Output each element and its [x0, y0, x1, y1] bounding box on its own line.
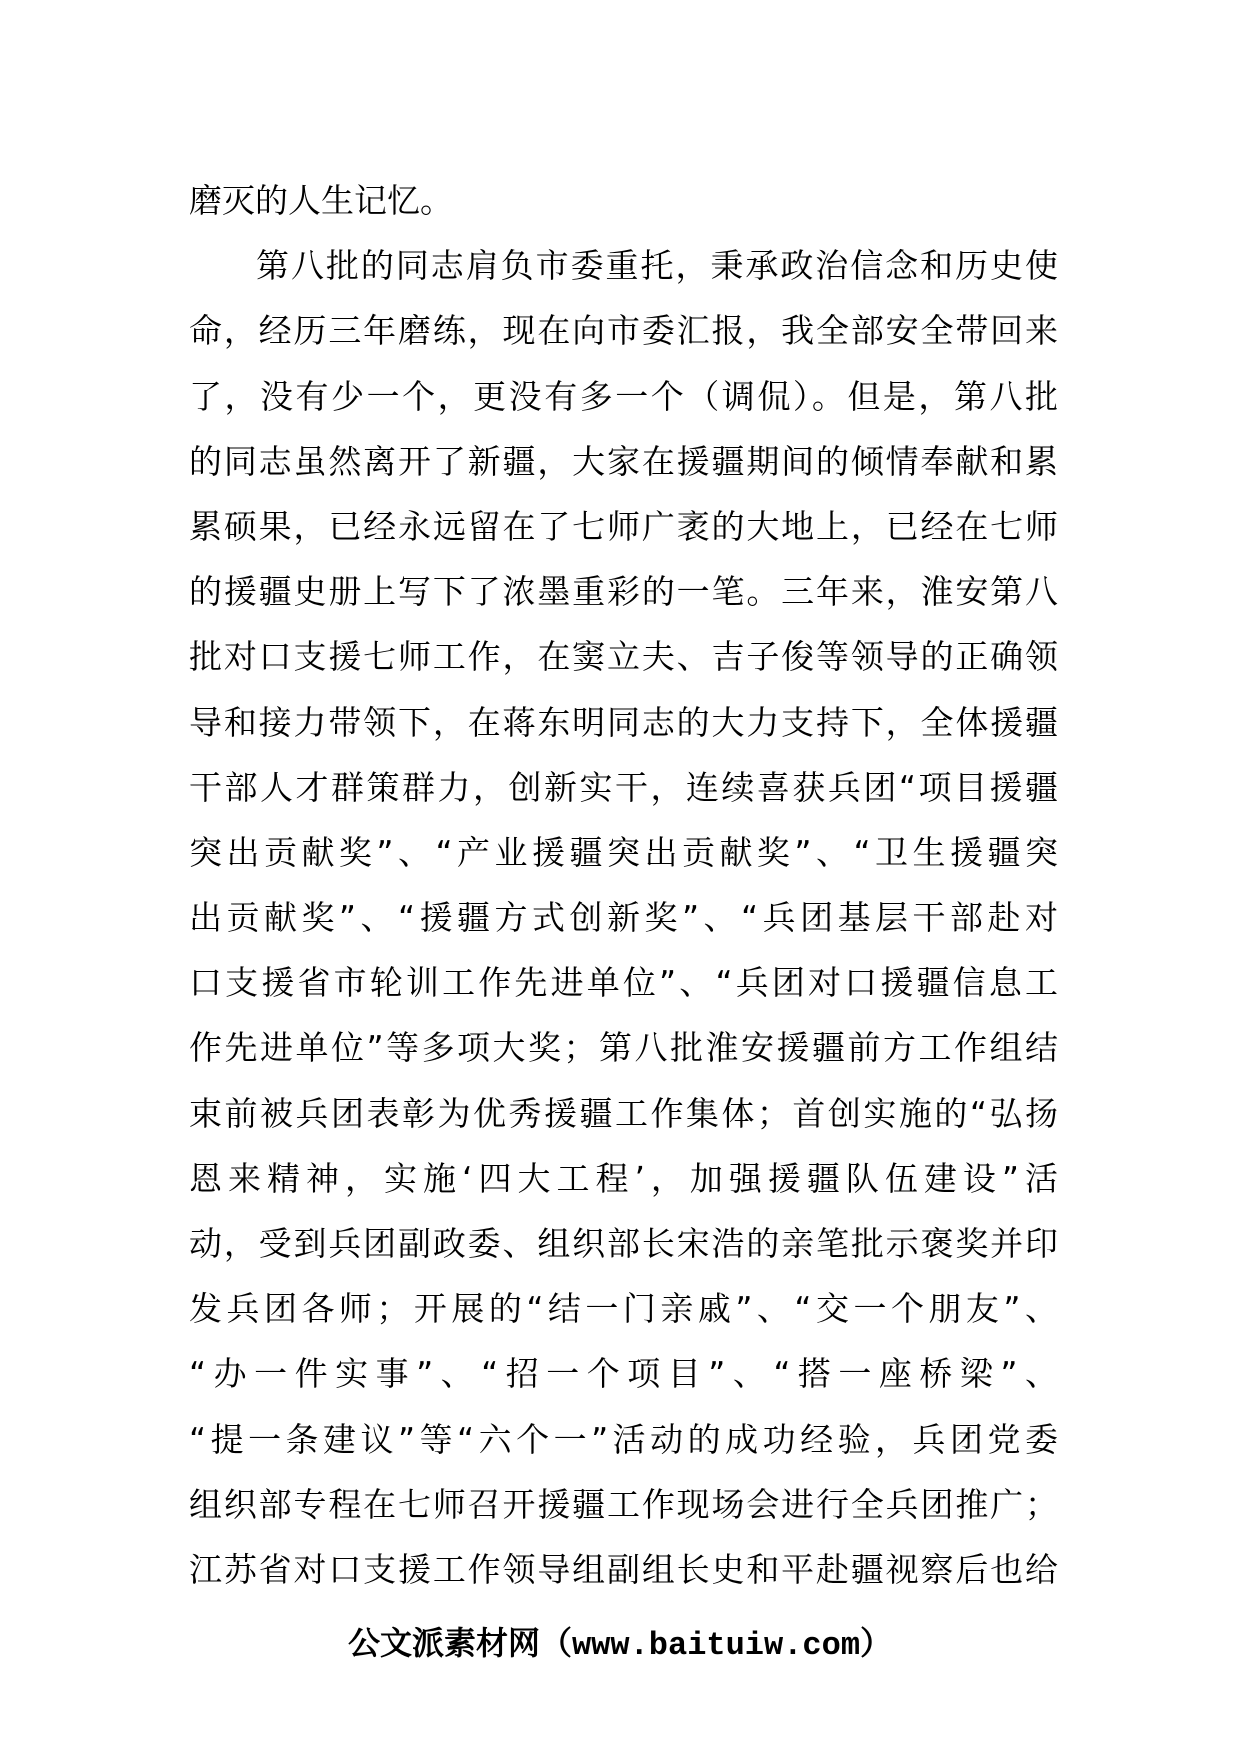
body-line: 了，没有少一个，更没有多一个（调侃）。但是，第八批 — [189, 376, 1058, 416]
body-line: 的援疆史册上写下了浓墨重彩的一笔。三年来，淮安第八 — [189, 572, 1058, 612]
body-line: 的同志虽然离开了新疆，大家在援疆期间的倾情奉献和累 — [189, 441, 1058, 481]
body-line: 突出贡献奖”、“产业援疆突出贡献奖”、“卫生援疆突 — [189, 832, 1058, 872]
body-line: 出贡献奖”、“援疆方式创新奖”、“兵团基层干部赴对 — [189, 898, 1058, 938]
body-line: “提一条建议”等“六个一”活动的成功经验，兵团党委 — [189, 1419, 1058, 1459]
body-line: 动，受到兵团副政委、组织部长宋浩的亲笔批示褒奖并印 — [189, 1224, 1058, 1263]
body-line: 导和接力带领下，在蒋东明同志的大力支持下，全体援疆 — [189, 702, 1058, 742]
body-line: 累硕果，已经永远留在了七师广袤的大地上，已经在七师 — [189, 506, 1058, 546]
body-line: 批对口支援七师工作，在窦立夫、吉子俊等领导的正确领 — [189, 637, 1058, 677]
paragraph-first-line: 第八批的同志肩负市委重托，秉承政治信念和历史使 — [256, 246, 1058, 286]
body-line: 作先进单位”等多项大奖；第八批淮安援疆前方工作组结 — [189, 1028, 1058, 1068]
body-line: 发兵团各师；开展的“结一门亲戚”、“交一个朋友”、 — [189, 1289, 1058, 1329]
body-line: 江苏省对口支援工作领导组副组长史和平赴疆视察后也给 — [189, 1549, 1058, 1589]
footer-watermark: 公文派素材网（www.baituiw.com） — [347, 1627, 893, 1664]
body-line: 命，经历三年磨练，现在向市委汇报，我全部安全带回来 — [189, 311, 1058, 351]
body-line: 组织部专程在七师召开援疆工作现场会进行全兵团推广； — [189, 1484, 1058, 1524]
document-body — [189, 168, 1058, 1602]
body-line: 恩来精神，实施‘四大工程’，加强援疆队伍建设”活 — [189, 1158, 1058, 1198]
body-line: 束前被兵团表彰为优秀援疆工作集体；首创实施的“弘扬 — [189, 1093, 1058, 1133]
body-line: 干部人才群策群力，创新实干，连续喜获兵团“项目援疆 — [189, 767, 1058, 807]
body-line: 磨灭的人生记忆。 — [189, 181, 453, 220]
body-line: 口支援省市轮训工作先进单位”、“兵团对口援疆信息工 — [189, 963, 1058, 1003]
body-line: “办一件实事”、“招一个项目”、“搭一座桥梁”、 — [189, 1354, 1058, 1394]
